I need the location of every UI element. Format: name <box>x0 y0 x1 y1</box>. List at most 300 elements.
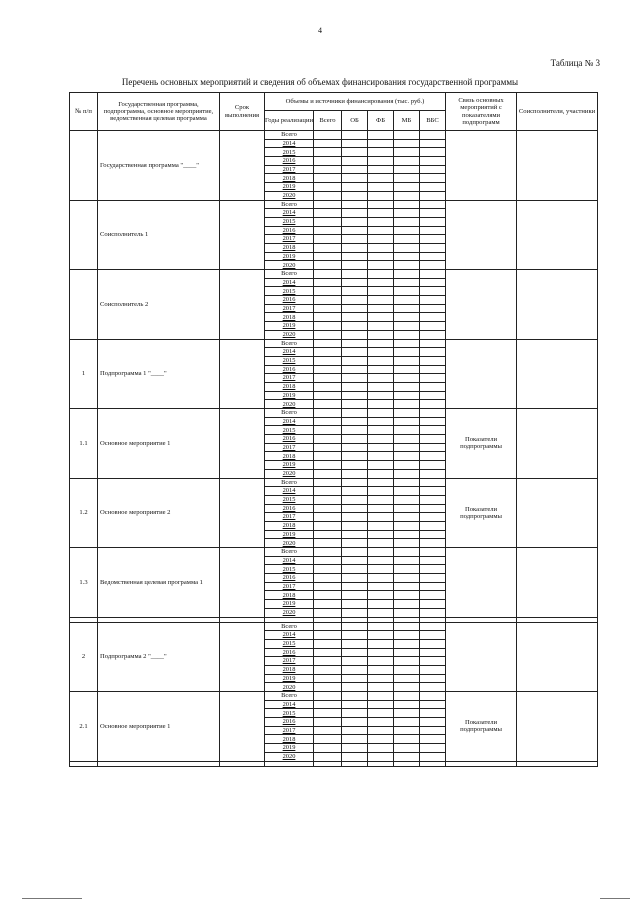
amount-cell <box>420 356 446 365</box>
amount-cell <box>394 735 420 744</box>
year-label: 2019 <box>265 600 314 609</box>
indicator-link <box>446 339 517 409</box>
executors-cell <box>517 548 598 618</box>
header-years: Годы реализации <box>265 111 314 131</box>
amount-cell <box>394 631 420 640</box>
amount-cell <box>368 744 394 753</box>
amount-cell <box>342 478 368 487</box>
row-number <box>70 270 98 340</box>
amount-cell <box>420 608 446 617</box>
amount-cell <box>314 648 342 657</box>
amount-cell <box>394 665 420 674</box>
amount-cell <box>314 391 342 400</box>
year-label: 2019 <box>265 322 314 331</box>
amount-cell <box>394 252 420 261</box>
amount-cell <box>420 200 446 209</box>
year-label: Всего <box>265 200 314 209</box>
amount-cell <box>420 548 446 557</box>
amount-cell <box>342 435 368 444</box>
amount-cell <box>394 530 420 539</box>
amount-cell <box>368 296 394 305</box>
financing-table <box>69 92 598 767</box>
amount-cell <box>420 139 446 148</box>
row-number: 1.1 <box>70 409 98 479</box>
amount-cell <box>314 261 342 270</box>
amount-cell <box>368 391 394 400</box>
amount-cell <box>314 574 342 583</box>
amount-cell <box>368 504 394 513</box>
table-label: Таблица № 3 <box>550 58 600 68</box>
amount-cell <box>314 252 342 261</box>
amount-cell <box>368 157 394 166</box>
amount-cell <box>342 356 368 365</box>
indicator-link <box>446 548 517 618</box>
amount-cell <box>342 574 368 583</box>
amount-cell <box>342 409 368 418</box>
amount-cell <box>342 252 368 261</box>
amount-cell <box>420 157 446 166</box>
amount-cell <box>342 382 368 391</box>
year-label: 2017 <box>265 726 314 735</box>
amount-cell <box>368 226 394 235</box>
amount-cell <box>420 582 446 591</box>
amount-cell <box>368 513 394 522</box>
amount-cell <box>394 139 420 148</box>
spacer-cell <box>420 761 446 766</box>
amount-cell <box>314 209 342 218</box>
year-label: Всего <box>265 409 314 418</box>
year-label: 2020 <box>265 539 314 548</box>
year-label: 2016 <box>265 718 314 727</box>
amount-cell <box>342 600 368 609</box>
amount-cell <box>394 726 420 735</box>
executors-cell <box>517 478 598 548</box>
amount-cell <box>314 565 342 574</box>
amount-cell <box>368 426 394 435</box>
amount-cell <box>394 365 420 374</box>
year-label: Всего <box>265 548 314 557</box>
amount-cell <box>314 348 342 357</box>
amount-cell <box>314 191 342 200</box>
amount-cell <box>368 217 394 226</box>
amount-cell <box>342 648 368 657</box>
amount-cell <box>420 443 446 452</box>
program-name: Ведомственная целевая программа 1 <box>98 548 220 618</box>
amount-cell <box>368 400 394 409</box>
amount-cell <box>394 322 420 331</box>
amount-cell <box>420 374 446 383</box>
amount-cell <box>394 744 420 753</box>
amount-cell <box>394 565 420 574</box>
amount-cell <box>394 261 420 270</box>
amount-cell <box>394 648 420 657</box>
amount-cell <box>314 469 342 478</box>
spacer-cell <box>265 761 314 766</box>
amount-cell <box>314 382 342 391</box>
year-label: 2020 <box>265 608 314 617</box>
amount-cell <box>420 556 446 565</box>
amount-cell <box>342 296 368 305</box>
amount-cell <box>314 148 342 157</box>
amount-cell <box>368 574 394 583</box>
amount-cell <box>368 631 394 640</box>
executors-cell <box>517 622 598 692</box>
amount-cell <box>342 417 368 426</box>
amount-cell <box>342 452 368 461</box>
amount-cell <box>342 261 368 270</box>
amount-cell <box>342 674 368 683</box>
amount-cell <box>314 165 342 174</box>
amount-cell <box>394 226 420 235</box>
row-number: 1.2 <box>70 478 98 548</box>
amount-cell <box>394 591 420 600</box>
deadline-cell <box>220 478 265 548</box>
amount-cell <box>342 521 368 530</box>
spacer-cell <box>314 761 342 766</box>
amount-cell <box>368 139 394 148</box>
amount-cell <box>342 226 368 235</box>
table-row <box>70 548 598 557</box>
amount-cell <box>368 165 394 174</box>
amount-cell <box>342 157 368 166</box>
amount-cell <box>314 608 342 617</box>
row-number <box>70 200 98 270</box>
deadline-cell <box>220 270 265 340</box>
amount-cell <box>420 304 446 313</box>
amount-cell <box>420 665 446 674</box>
amount-cell <box>368 287 394 296</box>
amount-cell <box>314 530 342 539</box>
deadline-cell <box>220 409 265 479</box>
amount-cell <box>420 270 446 279</box>
amount-cell <box>420 330 446 339</box>
amount-cell <box>394 513 420 522</box>
row-number: 2.1 <box>70 692 98 762</box>
year-label: 2017 <box>265 374 314 383</box>
amount-cell <box>314 709 342 718</box>
amount-cell <box>314 665 342 674</box>
year-label: 2017 <box>265 304 314 313</box>
amount-cell <box>342 365 368 374</box>
amount-cell <box>394 674 420 683</box>
amount-cell <box>342 657 368 666</box>
year-label: 2016 <box>265 157 314 166</box>
amount-cell <box>368 657 394 666</box>
amount-cell <box>394 270 420 279</box>
executors-cell <box>517 200 598 270</box>
amount-cell <box>342 200 368 209</box>
amount-cell <box>394 191 420 200</box>
amount-cell <box>314 330 342 339</box>
amount-cell <box>420 461 446 470</box>
amount-cell <box>342 148 368 157</box>
amount-cell <box>314 235 342 244</box>
year-label: 2020 <box>265 400 314 409</box>
amount-cell <box>394 582 420 591</box>
amount-cell <box>394 356 420 365</box>
year-label: 2014 <box>265 417 314 426</box>
year-label: 2018 <box>265 174 314 183</box>
amount-cell <box>394 426 420 435</box>
header-vbs: ВБС <box>420 111 446 131</box>
year-label: Всего <box>265 270 314 279</box>
amount-cell <box>342 726 368 735</box>
year-label: 2018 <box>265 452 314 461</box>
program-name: Подпрограмма 2 "____" <box>98 622 220 692</box>
amount-cell <box>368 718 394 727</box>
amount-cell <box>368 469 394 478</box>
year-label: 2016 <box>265 574 314 583</box>
program-name: Подпрограмма 1 "____" <box>98 339 220 409</box>
spacer-cell <box>446 761 517 766</box>
year-label: 2015 <box>265 287 314 296</box>
amount-cell <box>342 304 368 313</box>
program-name: Соисполнитель 2 <box>98 270 220 340</box>
amount-cell <box>420 513 446 522</box>
amount-cell <box>368 313 394 322</box>
amount-cell <box>342 709 368 718</box>
year-label: 2014 <box>265 631 314 640</box>
amount-cell <box>420 209 446 218</box>
amount-cell <box>368 591 394 600</box>
deadline-cell <box>220 692 265 762</box>
year-label: 2018 <box>265 313 314 322</box>
amount-cell <box>394 752 420 761</box>
amount-cell <box>342 235 368 244</box>
header-num: № п/п <box>70 93 98 131</box>
indicator-link: Показатели подпрограммы <box>446 409 517 479</box>
table-row <box>70 200 598 209</box>
amount-cell <box>314 622 342 631</box>
amount-cell <box>394 657 420 666</box>
amount-cell <box>420 622 446 631</box>
header-total: Всего <box>314 111 342 131</box>
year-label: 2015 <box>265 709 314 718</box>
amount-cell <box>394 382 420 391</box>
year-label: 2017 <box>265 443 314 452</box>
year-label: 2017 <box>265 582 314 591</box>
deadline-cell <box>220 131 265 201</box>
amount-cell <box>368 521 394 530</box>
year-label: 2018 <box>265 243 314 252</box>
spacer-row <box>70 761 598 766</box>
amount-cell <box>420 495 446 504</box>
amount-cell <box>314 735 342 744</box>
amount-cell <box>420 278 446 287</box>
amount-cell <box>420 165 446 174</box>
table-row <box>70 478 598 487</box>
amount-cell <box>420 382 446 391</box>
amount-cell <box>420 744 446 753</box>
year-label: 2014 <box>265 278 314 287</box>
amount-cell <box>342 330 368 339</box>
year-label: 2019 <box>265 252 314 261</box>
amount-cell <box>420 487 446 496</box>
indicator-link: Показатели подпрограммы <box>446 478 517 548</box>
amount-cell <box>342 287 368 296</box>
amount-cell <box>314 287 342 296</box>
executors-cell <box>517 692 598 762</box>
amount-cell <box>368 692 394 701</box>
amount-cell <box>314 131 342 140</box>
amount-cell <box>342 582 368 591</box>
amount-cell <box>368 674 394 683</box>
amount-cell <box>314 513 342 522</box>
amount-cell <box>368 700 394 709</box>
amount-cell <box>342 348 368 357</box>
amount-cell <box>420 261 446 270</box>
amount-cell <box>420 657 446 666</box>
amount-cell <box>342 539 368 548</box>
year-label: 2018 <box>265 521 314 530</box>
amount-cell <box>368 443 394 452</box>
amount-cell <box>420 674 446 683</box>
amount-cell <box>394 622 420 631</box>
amount-cell <box>314 296 342 305</box>
row-number: 2 <box>70 622 98 692</box>
program-name: Соисполнитель 1 <box>98 200 220 270</box>
amount-cell <box>368 735 394 744</box>
year-label: 2018 <box>265 735 314 744</box>
table-header <box>70 93 598 131</box>
amount-cell <box>394 200 420 209</box>
amount-cell <box>368 709 394 718</box>
amount-cell <box>368 174 394 183</box>
header-ob: ОБ <box>342 111 368 131</box>
amount-cell <box>368 539 394 548</box>
table-row <box>70 409 598 418</box>
year-label: 2017 <box>265 165 314 174</box>
amount-cell <box>314 683 342 692</box>
amount-cell <box>368 435 394 444</box>
amount-cell <box>314 487 342 496</box>
row-number: 1 <box>70 339 98 409</box>
executors-cell <box>517 409 598 479</box>
amount-cell <box>342 165 368 174</box>
amount-cell <box>394 165 420 174</box>
amount-cell <box>342 191 368 200</box>
year-label: 2017 <box>265 235 314 244</box>
indicator-link <box>446 622 517 692</box>
amount-cell <box>420 243 446 252</box>
deadline-cell <box>220 622 265 692</box>
year-label: 2014 <box>265 556 314 565</box>
amount-cell <box>420 322 446 331</box>
amount-cell <box>314 539 342 548</box>
amount-cell <box>394 639 420 648</box>
amount-cell <box>394 452 420 461</box>
amount-cell <box>420 235 446 244</box>
spacer-cell <box>394 761 420 766</box>
deadline-cell <box>220 200 265 270</box>
amount-cell <box>314 304 342 313</box>
amount-cell <box>314 243 342 252</box>
indicator-link <box>446 270 517 340</box>
amount-cell <box>420 226 446 235</box>
amount-cell <box>420 174 446 183</box>
amount-cell <box>342 174 368 183</box>
amount-cell <box>420 252 446 261</box>
amount-cell <box>314 556 342 565</box>
amount-cell <box>394 556 420 565</box>
year-label: 2014 <box>265 209 314 218</box>
amount-cell <box>394 304 420 313</box>
table-row <box>70 270 598 279</box>
amount-cell <box>420 287 446 296</box>
amount-cell <box>342 700 368 709</box>
amount-cell <box>314 374 342 383</box>
year-label: 2019 <box>265 744 314 753</box>
amount-cell <box>394 174 420 183</box>
amount-cell <box>420 600 446 609</box>
amount-cell <box>342 513 368 522</box>
amount-cell <box>420 217 446 226</box>
amount-cell <box>342 131 368 140</box>
amount-cell <box>342 313 368 322</box>
amount-cell <box>420 648 446 657</box>
amount-cell <box>420 539 446 548</box>
amount-cell <box>314 495 342 504</box>
amount-cell <box>314 409 342 418</box>
amount-cell <box>394 157 420 166</box>
amount-cell <box>342 608 368 617</box>
amount-cell <box>394 709 420 718</box>
amount-cell <box>368 322 394 331</box>
amount-cell <box>420 530 446 539</box>
amount-cell <box>420 452 446 461</box>
year-label: 2019 <box>265 674 314 683</box>
row-number: 1.3 <box>70 548 98 618</box>
amount-cell <box>342 683 368 692</box>
header-volumes: Объемы и источники финансирования (тыс. руб.) <box>265 93 446 111</box>
amount-cell <box>420 639 446 648</box>
amount-cell <box>394 131 420 140</box>
amount-cell <box>342 278 368 287</box>
header-program: Государственная программа, подпрограмма, основное мероприятие, ведомственная целевая программа <box>98 93 220 131</box>
amount-cell <box>420 521 446 530</box>
spacer-cell <box>220 761 265 766</box>
program-name: Основное мероприятие 2 <box>98 478 220 548</box>
amount-cell <box>368 752 394 761</box>
year-label: 2020 <box>265 330 314 339</box>
amount-cell <box>420 296 446 305</box>
amount-cell <box>342 443 368 452</box>
amount-cell <box>314 591 342 600</box>
amount-cell <box>342 556 368 565</box>
amount-cell <box>394 521 420 530</box>
year-label: Всего <box>265 131 314 140</box>
amount-cell <box>368 608 394 617</box>
amount-cell <box>314 744 342 753</box>
year-label: 2017 <box>265 657 314 666</box>
amount-cell <box>368 365 394 374</box>
amount-cell <box>394 391 420 400</box>
amount-cell <box>314 692 342 701</box>
amount-cell <box>394 339 420 348</box>
amount-cell <box>368 348 394 357</box>
amount-cell <box>314 582 342 591</box>
executors-cell <box>517 339 598 409</box>
table-row <box>70 339 598 348</box>
amount-cell <box>394 548 420 557</box>
amount-cell <box>314 157 342 166</box>
amount-cell <box>314 674 342 683</box>
amount-cell <box>394 348 420 357</box>
amount-cell <box>368 330 394 339</box>
amount-cell <box>394 683 420 692</box>
year-label: 2016 <box>265 648 314 657</box>
amount-cell <box>394 487 420 496</box>
